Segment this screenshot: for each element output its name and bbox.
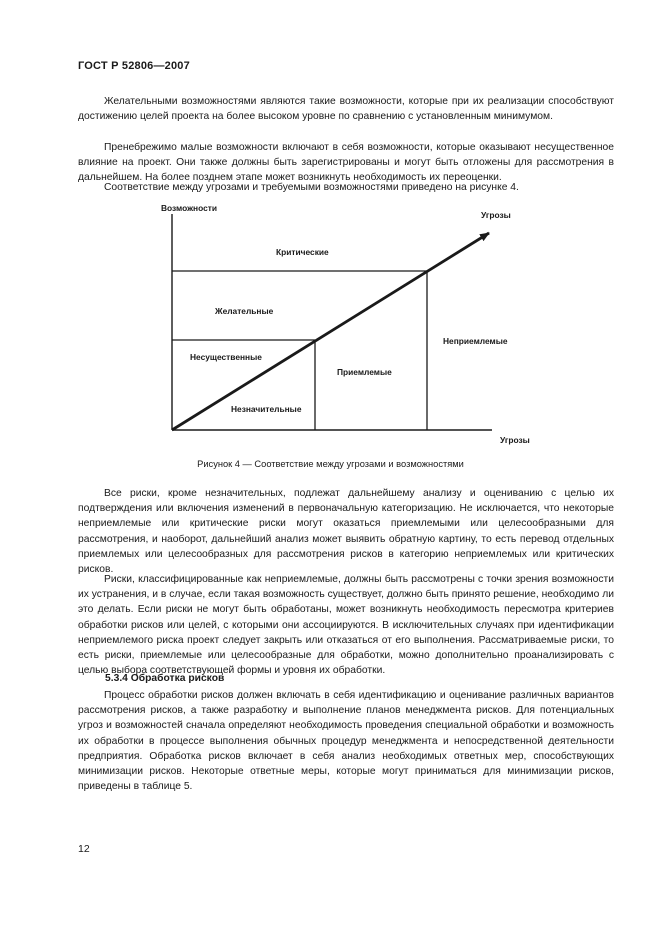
paragraph-figure-reference: Соответствие между угрозами и требуемыми возможностями приведено на рисунке 4. bbox=[104, 182, 519, 193]
page-number: 12 bbox=[78, 843, 90, 855]
section-heading-risk-treatment: 5.3.4 Обработка рисков bbox=[105, 673, 225, 684]
region-unacceptable: Неприемлемые bbox=[443, 336, 508, 346]
diagonal-label: Угрозы bbox=[481, 210, 511, 220]
region-critical: Критические bbox=[276, 247, 329, 257]
x-axis-label: Угрозы bbox=[500, 435, 530, 445]
region-negligible: Незначительные bbox=[231, 404, 302, 414]
region-insignificant-opportunities: Несущественные bbox=[190, 352, 262, 362]
figure-caption: Рисунок 4 — Соответствие между угрозами и возможностями bbox=[197, 459, 464, 469]
paragraph-desirable-opportunities: Желательными возможностями являются такие возможности, которые при их реализации способствуют достижению целей проекта на более высоком уровне по сравнению с установленным минимумом. bbox=[78, 96, 614, 123]
region-desirable: Желательные bbox=[215, 306, 274, 316]
paragraph-negligible-opportunities: Пренебрежимо малые возможности включают в себя возможности, которые оказывают несущественное влияние на проект. Они также должны быть зарегистрированы и могут быть отложены для рассмотрения в дальнейшем. На более позднем этапе может возникнуть необходимость их переоценки. bbox=[78, 142, 614, 184]
paragraph-risk-analysis: Все риски, кроме незначительных, подлежат дальнейшему анализу и оцениванию с целью их подтверждения или включения изменений в первоначальную категоризацию. Не исключается, что некоторые неприемлемые или критические риски могут оказаться приемлемыми или целесообразными для рассмотрения, и наоборот, дальнейший анализ может выявить обратную картину, то есть перевод отдельных приемлемых или целесообразных для рассмотрения рисков в категорию неприемлемых или критических рисков. bbox=[78, 488, 614, 576]
diagonal-threat-arrow bbox=[172, 233, 489, 430]
standard-header: ГОСТ Р 52806—2007 bbox=[78, 60, 190, 72]
paragraph-unacceptable-risks: Риски, классифицированные как неприемлемые, должны быть рассмотрены с точки зрения возможности их устранения, и в случае, если такая возможность существует, должно быть принято решение, необходимо ли это делать. Если риски не могут быть обработаны, может возникнуть необходимость пересмотра критериев обработки рисков или целей, с которыми они ассоциируются. В исключительных случаях при идентификации неприемлемого риска проект следует закрыть или отказаться от его выполнения. Рассматриваемые риски, то есть риски, приемлемые или целесообразные для обработки, можно дополнительно проанализировать с целью выбора соответствующей формы и уровня их обработки. bbox=[78, 574, 614, 677]
y-axis-label: Возможности bbox=[161, 203, 218, 213]
paragraph-risk-treatment-process: Процесс обработки рисков должен включать в себя идентификацию и оценивание различных вариантов рассмотрения рисков, а также разработку и выполнение планов менеджмента рисков. Для потенциальных угроз и возможностей сначала определяют необходимость проведения специальной обработки и возможность их обработки в процессе выполнения обычных процедур менеджмента и непосредственной деятельности предприятия. Обработка рисков включает в себя анализ необходимых ответных мер, способствующих минимизации рисков. Некоторые ответные меры, которые могут приниматься для минимизации рисков, приведены в таблице 5. bbox=[78, 690, 614, 793]
region-acceptable: Приемлемые bbox=[337, 367, 392, 377]
